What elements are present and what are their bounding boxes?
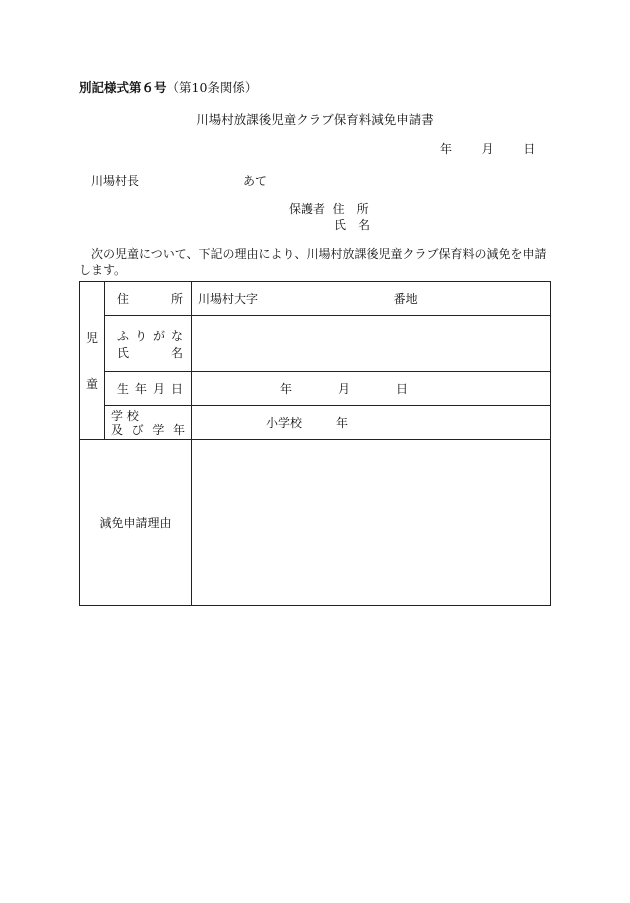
furigana-label: ふ り が な: [117, 328, 183, 343]
name-field[interactable]: [192, 316, 551, 372]
form-reference: （第10条関係）: [166, 80, 258, 95]
birth-day: 日: [396, 382, 409, 396]
table-row-name: [80, 316, 551, 372]
address-prefix: 川場村大字: [198, 292, 259, 306]
date-line: [440, 140, 535, 157]
birthdate-field[interactable]: [192, 372, 551, 406]
date-year: 年: [440, 142, 453, 156]
child-group-label: [80, 282, 105, 440]
table-row-reason: [80, 440, 551, 606]
addressee-honorific: あて: [243, 174, 268, 188]
school-field[interactable]: [192, 406, 551, 440]
guardian-address-line: [289, 200, 369, 217]
form-number-label: [79, 78, 257, 96]
addressee-name: 川場村長: [91, 174, 140, 188]
form-number: 別記様式第６号: [79, 80, 167, 95]
name-label: ふ り が な 氏 名: [105, 316, 192, 372]
request-statement: 次の児童について、下記の理由により、川場村放課後児童クラブ保育料の減免を申請します。: [79, 247, 547, 277]
child-group-label-top: 児: [85, 330, 98, 345]
date-day: 日: [523, 142, 536, 156]
reason-field[interactable]: [192, 440, 551, 606]
application-table: [79, 281, 551, 606]
birth-year: 年: [280, 382, 293, 396]
school-label: 学 校 及 び 学 年: [105, 406, 192, 440]
table-row-address: [80, 282, 551, 316]
address-suffix: 番地: [393, 292, 418, 306]
guardian-name-label: 氏 名: [334, 218, 371, 232]
reason-label: 減免申請理由: [80, 440, 192, 606]
address-label: 住 所: [105, 282, 192, 316]
grade-suffix: 年: [336, 416, 349, 430]
birthdate-label: 生 年 月 日: [105, 372, 192, 406]
guardian-address-label: 住 所: [332, 202, 369, 216]
table-row-school: [80, 406, 551, 440]
document-title: 川場村放課後児童クラブ保育料減免申請書: [196, 112, 434, 127]
school-suffix: 小学校: [266, 416, 303, 430]
guardian-label: 保護者: [289, 202, 326, 216]
birth-month: 月: [338, 382, 351, 396]
address-field[interactable]: [192, 282, 551, 316]
table-row-birth: [80, 372, 551, 406]
child-group-label-bottom: 童: [85, 376, 98, 391]
date-month: 月: [481, 142, 494, 156]
